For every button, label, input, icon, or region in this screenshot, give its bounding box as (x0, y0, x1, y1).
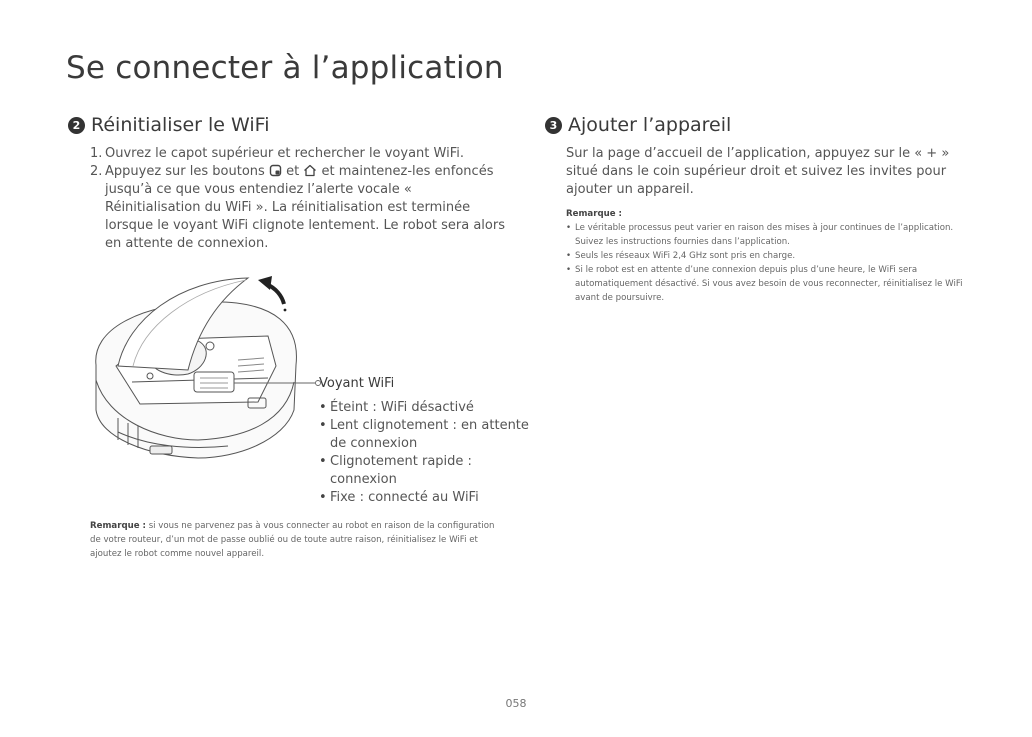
list-item: • Lent clignotement : en attente de connexion (319, 417, 534, 453)
list-item: • Éteint : WiFi désactivé (319, 399, 534, 417)
list-item: • Si le robot est en attente d’une connexion depuis plus d’une heure, le WiFi sera automatiquement désactivé. Si vous avez besoin de vous reconnecter, réinitialisez le WiFi avant de poursuivre. (566, 263, 966, 305)
note-text: si vous ne parvenez pas à vous connecter au robot en raison de la configuration de votre routeur, d’un mot de passe oublié ou de toute autre raison, réinitialisez le WiFi et ajoutez le robot comme nouvel appareil. (90, 521, 495, 559)
list-item: • Clignotement rapide : connexion (319, 453, 534, 489)
robot-vacuum-illustration (88, 270, 328, 470)
step-number-badge: 2 (68, 117, 85, 134)
section-reset-wifi-heading (68, 114, 270, 136)
section-heading: Réinitialiser le WiFi (91, 114, 270, 136)
list-item: • Seuls les réseaux WiFi 2,4 GHz sont pris en charge. (566, 249, 966, 263)
list-item: • Fixe : connecté au WiFi (319, 489, 534, 507)
wifi-states-list (319, 399, 534, 507)
note-label: Remarque : (566, 209, 622, 219)
note-label: Remarque : (90, 521, 146, 531)
list-item: • Le véritable processus peut varier en raison des mises à jour continues de l’application. Suivez les instructions fournies dans l’application. (566, 221, 966, 249)
add-device-note (566, 207, 966, 305)
spot-clean-button-icon (269, 164, 282, 177)
home-button-icon (303, 164, 317, 177)
reset-steps-list (90, 145, 510, 253)
wifi-indicator-label: Voyant WiFi (319, 376, 395, 391)
list-item: 1. Ouvrez le capot supérieur et rechercher le voyant WiFi. (90, 146, 464, 161)
section-add-device-heading (545, 114, 731, 136)
page-number: 058 (505, 697, 527, 710)
page-title: Se connecter à l’application (66, 50, 504, 86)
add-device-text: Sur la page d’accueil de l’application, appuyez sur le « + » situé dans le coin supérieur droit et suivez les invites pour ajouter un appareil. (566, 146, 950, 197)
step-number-badge: 3 (545, 117, 562, 134)
list-item: 2. Appuyez sur les boutons et et maintenez-les enfoncés jusqu’à ce que vous entendiez l’alerte vocale « Réinitialisation du WiFi ». La réinitialisation est terminée lorsque le voyant WiFi clignote lentement. Le robot sera alors en attente de connexion. (90, 164, 505, 251)
reset-note (90, 519, 500, 561)
section-heading: Ajouter l’appareil (568, 114, 732, 136)
